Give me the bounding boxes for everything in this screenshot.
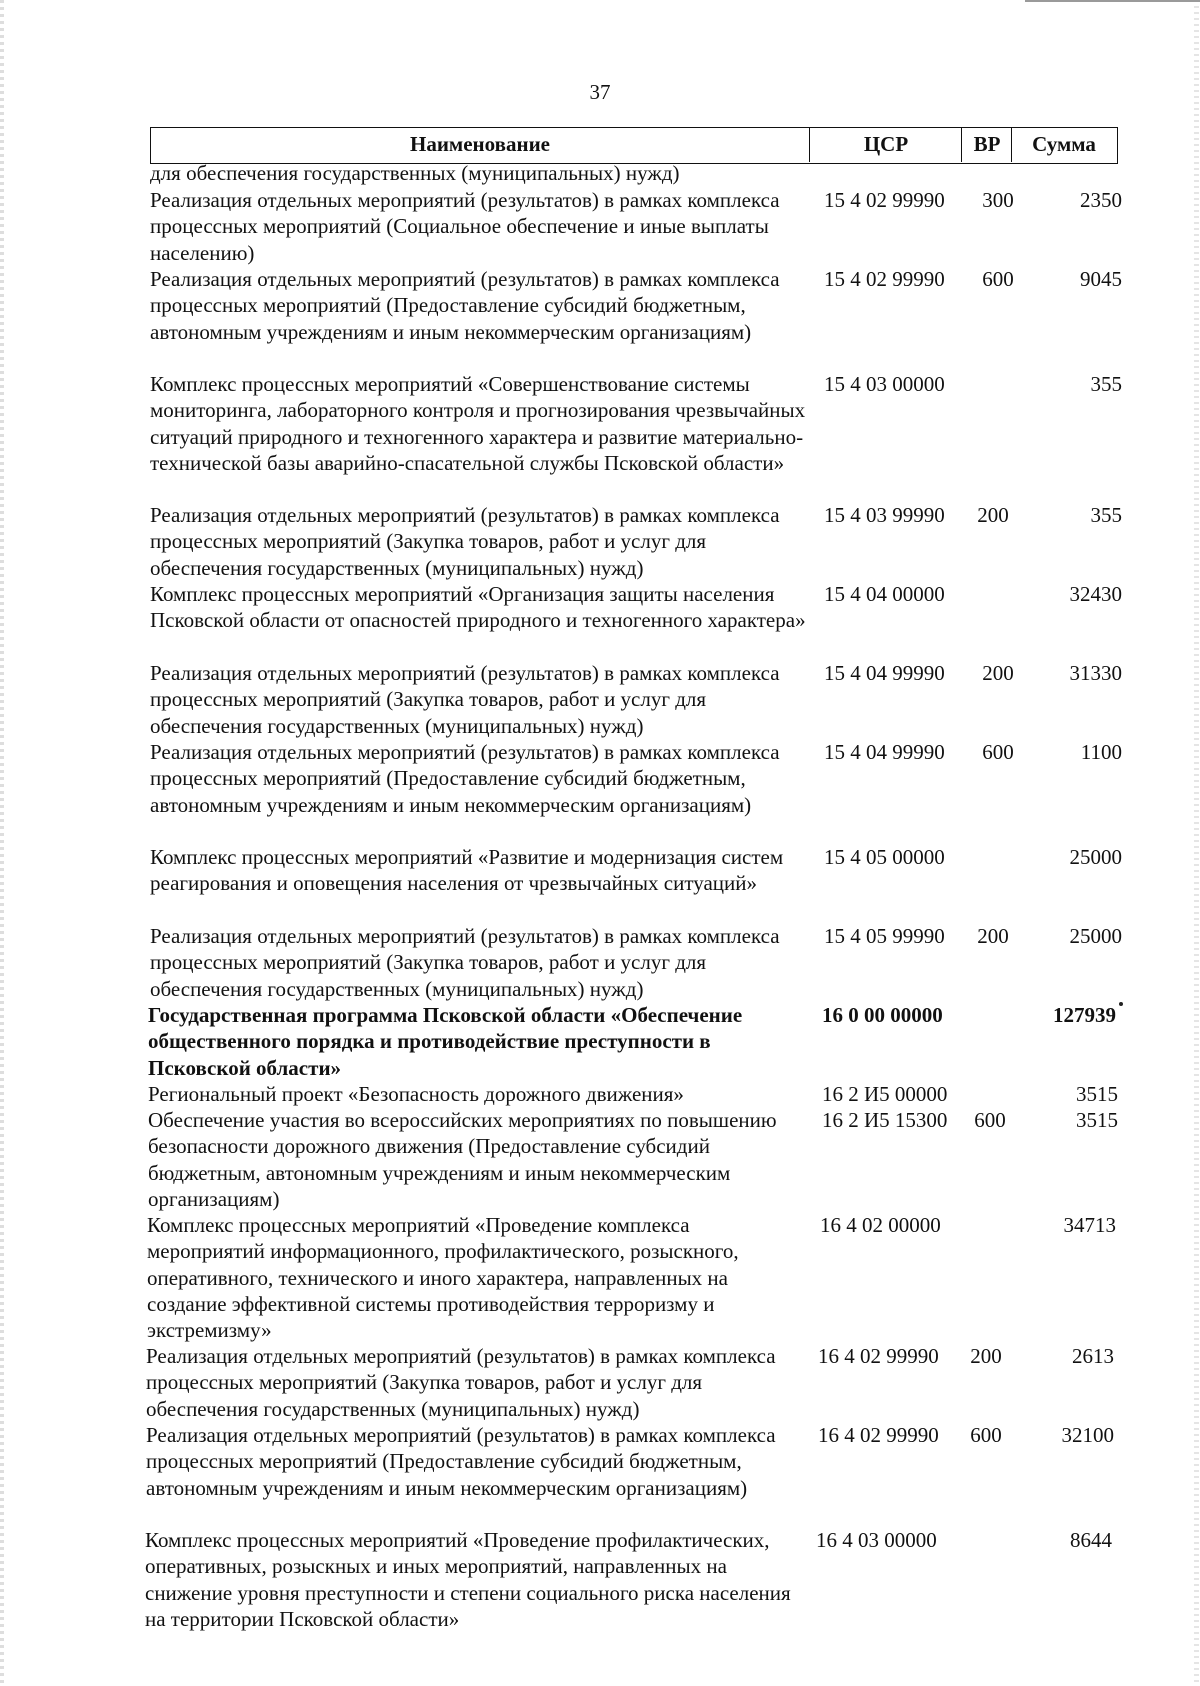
row-csr: 15 4 05 99990: [824, 924, 945, 948]
row-vr: 300: [982, 188, 1014, 212]
row-csr: 16 4 02 00000: [820, 1213, 941, 1237]
row-csr: 16 2 И5 00000: [822, 1082, 948, 1106]
row-sum: 1100: [1080, 740, 1122, 764]
row-csr: 15 4 04 99990: [824, 661, 945, 685]
row-vr: 600: [982, 267, 1014, 291]
row-vr: 600: [974, 1108, 1006, 1132]
row-name: Комплекс процессных мероприятий «Организация защиты населения Псковской области от опасностей природного и техногенного характера»: [150, 582, 806, 633]
row-sum: 2350: [1080, 188, 1122, 212]
row-csr: 16 4 02 99990: [818, 1344, 939, 1368]
row-vr: 200: [977, 924, 1009, 948]
row-csr: 15 4 02 99990: [824, 188, 945, 212]
row-csr: 15 4 04 99990: [824, 740, 945, 764]
row-name: Комплекс процессных мероприятий «Развитие и модернизация систем реагирования и оповещения населения от чрезвычайных ситуаций»: [150, 845, 784, 896]
row-name: Реализация отдельных мероприятий (результатов) в рамках комплекса процессных мероприятий (Предоставление субсидий бюджетным, автономным учреждениям и иным некоммерческим организациям): [150, 740, 780, 817]
header-vr: ВР: [961, 128, 1012, 162]
scan-edge-top: [1025, 0, 1200, 2]
row-sum: 3515: [1076, 1082, 1118, 1106]
row-csr: 15 4 04 00000: [824, 582, 945, 606]
row-sum: 31330: [1069, 661, 1122, 685]
row-sum: 34713: [1063, 1213, 1116, 1237]
row-name: Обеспечение участия во всероссийских мероприятиях по повышению безопасности дорожного движения (Предоставление субсидий бюджетным, автономным учреждениям и иным некоммерческим организациям): [148, 1108, 777, 1211]
row-name: Реализация отдельных мероприятий (результатов) в рамках комплекса процессных мероприятий (Предоставление субсидий бюджетным, автономным учреждениям и иным некоммерческим организациям): [150, 267, 780, 344]
row-name: Государственная программа Псковской области «Обеспечение общественного порядка и противодействие преступности в Псковской области»: [148, 1003, 743, 1080]
row-sum: 8644: [1070, 1528, 1112, 1552]
row-vr: 200: [982, 661, 1014, 685]
row-sum: 9045: [1080, 267, 1122, 291]
row-sum: 2613: [1072, 1344, 1114, 1368]
row-sum: 25000: [1069, 845, 1122, 869]
row-name: Реализация отдельных мероприятий (результатов) в рамках комплекса процессных мероприятий (Закупка товаров, работ и услуг для обеспечения государственных (муниципальных) нужд): [146, 1344, 776, 1421]
row-name: Комплекс процессных мероприятий «Проведение комплекса мероприятий информационного, профилактического, розыскного, оперативного, технического и иного характера, направленных на создание эффективной системы противодействия терроризму и экстремизму»: [147, 1213, 739, 1343]
row-sum: 355: [1090, 372, 1122, 396]
row-name: Комплекс процессных мероприятий «Совершенствование системы мониторинга, лабораторного контроля и прогнозирования чрезвычайных ситуаций природного и техногенного характера и развитие материально-технической базы аварийно-спасательной службы Псковской области»: [150, 372, 806, 475]
row-vr: 200: [970, 1344, 1002, 1368]
row-sum: 127939: [1053, 1003, 1116, 1027]
row-csr: 16 2 И5 15300: [822, 1108, 948, 1132]
row-csr: 15 4 03 00000: [824, 372, 945, 396]
scan-edge-right: [1194, 0, 1199, 1686]
row-vr: 200: [977, 503, 1009, 527]
header-sum: Сумма: [1011, 128, 1116, 162]
row-csr: 15 4 03 99990: [824, 503, 945, 527]
table-header: [150, 127, 1118, 164]
row-sum: 32430: [1069, 582, 1122, 606]
row-name: Реализация отдельных мероприятий (результатов) в рамках комплекса процессных мероприятий (Предоставление субсидий бюджетным, автономным учреждениям и иным некоммерческим организациям): [146, 1423, 776, 1500]
row-name: Реализация отдельных мероприятий (результатов) в рамках комплекса процессных мероприятий (Закупка товаров, работ и услуг для обеспечения государственных (муниципальных) нужд): [150, 924, 780, 1001]
header-name: Наименование: [410, 132, 550, 156]
row-csr: 15 4 02 99990: [824, 267, 945, 291]
row-csr: 16 0 00 00000: [822, 1003, 943, 1027]
row-vr: 600: [970, 1423, 1002, 1447]
row-csr: 16 4 02 99990: [818, 1423, 939, 1447]
row-sum: 355: [1090, 503, 1122, 527]
row-name: Реализация отдельных мероприятий (результатов) в рамках комплекса процессных мероприятий (Социальное обеспечение и иные выплаты населению): [150, 188, 780, 265]
row-name: Комплекс процессных мероприятий «Проведение профилактических, оперативных, розыскных и иных мероприятий, направленных на снижение уровня преступности и степени социального риска населения на территории Псковской области»: [145, 1528, 791, 1631]
scan-edge-left: [0, 0, 4, 1686]
row-sum: 32100: [1061, 1423, 1114, 1447]
row-csr: 15 4 05 00000: [824, 845, 945, 869]
header-csr: ЦСР: [809, 128, 962, 162]
row-csr: 16 4 03 00000: [816, 1528, 937, 1552]
row-name: для обеспечения государственных (муниципальных) нужд): [150, 161, 680, 185]
row-name: Реализация отдельных мероприятий (результатов) в рамках комплекса процессных мероприятий (Закупка товаров, работ и услуг для обеспечения государственных (муниципальных) нужд): [150, 503, 780, 580]
row-sum: 3515: [1076, 1108, 1118, 1132]
row-vr: 600: [982, 740, 1014, 764]
row-sum: 25000: [1069, 924, 1122, 948]
scan-speck: [1119, 1002, 1123, 1006]
page-number: 37: [589, 80, 611, 104]
row-name: Реализация отдельных мероприятий (результатов) в рамках комплекса процессных мероприятий (Закупка товаров, работ и услуг для обеспечения государственных (муниципальных) нужд): [150, 661, 780, 738]
row-name: Региональный проект «Безопасность дорожного движения»: [148, 1082, 684, 1106]
